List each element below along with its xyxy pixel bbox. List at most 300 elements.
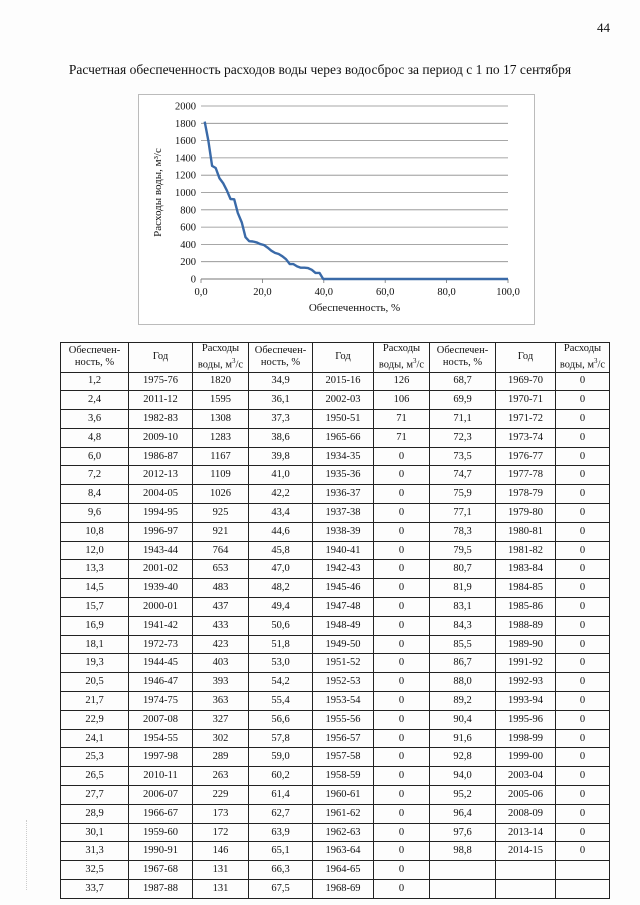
table-row [61, 560, 610, 579]
cell-year: 1995-96 [496, 710, 556, 729]
table-row [61, 485, 610, 504]
cell-year: 1973-74 [496, 428, 556, 447]
cell-discharge: 0 [374, 504, 430, 523]
cell-discharge: 302 [193, 729, 249, 748]
cell-year: 2009-10 [129, 428, 193, 447]
chart [138, 94, 535, 325]
cell-discharge: 0 [556, 598, 610, 617]
cell-probability: 95,2 [430, 786, 496, 805]
cell-discharge: 393 [193, 673, 249, 692]
table-row [61, 823, 610, 842]
cell-year: 1999-00 [496, 748, 556, 767]
cell-year: 1942-43 [313, 560, 374, 579]
cell-year: 1938-39 [313, 522, 374, 541]
cell-probability: 85,5 [430, 635, 496, 654]
margin-line [26, 820, 28, 890]
cell-discharge: 131 [193, 880, 249, 899]
cell-discharge: 0 [556, 372, 610, 391]
cell-year: 1975-76 [129, 372, 193, 391]
cell-year: 1969-70 [496, 372, 556, 391]
y-tick-label: 1600 [175, 136, 196, 148]
cell-probability: 21,7 [61, 692, 129, 711]
cell-probability: 10,8 [61, 522, 129, 541]
cell-year: 2000-01 [129, 598, 193, 617]
cell-probability: 80,7 [430, 560, 496, 579]
data-table [60, 342, 610, 899]
cell-year: 1979-80 [496, 504, 556, 523]
header-probability: Обеспечен-ность, % [61, 343, 129, 373]
table-row [61, 729, 610, 748]
cell-year: 1970-71 [496, 391, 556, 410]
cell-discharge: 1026 [193, 485, 249, 504]
cell-year: 2003-04 [496, 767, 556, 786]
cell-year: 1936-37 [313, 485, 374, 504]
cell-year: 2010-11 [129, 767, 193, 786]
table-row [61, 673, 610, 692]
cell-probability: 73,5 [430, 447, 496, 466]
header-year: Год [313, 343, 374, 373]
cell-discharge: 925 [193, 504, 249, 523]
cell-probability: 98,8 [430, 842, 496, 861]
table-row [61, 391, 610, 410]
cell-discharge: 0 [374, 880, 430, 899]
cell-year: 1953-54 [313, 692, 374, 711]
cell-discharge: 0 [556, 560, 610, 579]
cell-probability: 19,3 [61, 654, 129, 673]
cell-probability: 41,0 [249, 466, 313, 485]
cell-discharge: 0 [374, 804, 430, 823]
cell-probability: 88,0 [430, 673, 496, 692]
table-body [61, 372, 610, 898]
cell-year: 2007-08 [129, 710, 193, 729]
cell-year: 1989-90 [496, 635, 556, 654]
cell-discharge: 0 [374, 522, 430, 541]
table-row [61, 767, 610, 786]
cell-discharge: 131 [193, 861, 249, 880]
x-tick-label: 20,0 [253, 287, 272, 298]
cell-discharge: 764 [193, 541, 249, 560]
cell-discharge: 0 [556, 466, 610, 485]
x-tick-label: 60,0 [376, 287, 395, 298]
table-row [61, 616, 610, 635]
header-year: Год [496, 343, 556, 373]
cell-year: 1992-93 [496, 673, 556, 692]
cell-discharge: 653 [193, 560, 249, 579]
cell-probability: 2,4 [61, 391, 129, 410]
cell-year: 1956-57 [313, 729, 374, 748]
cell-discharge: 263 [193, 767, 249, 786]
cell-probability: 68,7 [430, 372, 496, 391]
cell-year: 1983-84 [496, 560, 556, 579]
header-discharge-superscript: 3 [594, 357, 598, 365]
cell-probability [430, 880, 496, 899]
table-row [61, 861, 610, 880]
cell-discharge: 0 [374, 485, 430, 504]
table-row [61, 880, 610, 899]
y-tick-label: 200 [180, 257, 196, 269]
cell-probability: 6,0 [61, 447, 129, 466]
cell-year: 1966-67 [129, 804, 193, 823]
cell-probability: 57,8 [249, 729, 313, 748]
cell-probability: 39,8 [249, 447, 313, 466]
y-tick-label: 400 [180, 239, 196, 251]
cell-probability: 61,4 [249, 786, 313, 805]
cell-discharge: 0 [556, 485, 610, 504]
cell-discharge: 0 [374, 786, 430, 805]
cell-probability: 83,1 [430, 598, 496, 617]
cell-discharge: 0 [374, 466, 430, 485]
cell-discharge: 0 [374, 767, 430, 786]
cell-discharge: 1308 [193, 410, 249, 429]
cell-year: 1959-60 [129, 823, 193, 842]
cell-probability: 7,2 [61, 466, 129, 485]
cell-year: 1952-53 [313, 673, 374, 692]
cell-probability: 79,5 [430, 541, 496, 560]
cell-probability: 71,1 [430, 410, 496, 429]
cell-probability: 78,3 [430, 522, 496, 541]
cell-discharge: 0 [556, 579, 610, 598]
cell-probability: 55,4 [249, 692, 313, 711]
cell-probability: 91,6 [430, 729, 496, 748]
cell-probability: 3,6 [61, 410, 129, 429]
cell-year: 2008-09 [496, 804, 556, 823]
cell-discharge: 1109 [193, 466, 249, 485]
y-tick-label: 800 [180, 205, 196, 217]
table-row [61, 410, 610, 429]
cell-discharge: 0 [556, 842, 610, 861]
cell-probability: 1,2 [61, 372, 129, 391]
cell-discharge: 1595 [193, 391, 249, 410]
cell-discharge: 0 [556, 522, 610, 541]
cell-probability: 34,9 [249, 372, 313, 391]
cell-discharge: 0 [374, 598, 430, 617]
cell-year: 1941-42 [129, 616, 193, 635]
header-probability: Обеспечен-ность, % [249, 343, 313, 373]
cell-discharge: 0 [556, 447, 610, 466]
cell-probability: 28,9 [61, 804, 129, 823]
table-row [61, 428, 610, 447]
y-axis-label: Расходы воды, м³/с [152, 148, 164, 237]
cell-probability: 75,9 [430, 485, 496, 504]
cell-year: 1981-82 [496, 541, 556, 560]
chart-svg [139, 95, 534, 324]
header-discharge [374, 343, 430, 373]
cell-probability: 12,0 [61, 541, 129, 560]
cell-year: 2011-12 [129, 391, 193, 410]
cell-probability: 97,6 [430, 823, 496, 842]
series-line [205, 122, 508, 279]
cell-year: 2012-13 [129, 466, 193, 485]
cell-probability: 60,2 [249, 767, 313, 786]
cell-year: 1962-63 [313, 823, 374, 842]
cell-year: 1993-94 [496, 692, 556, 711]
cell-year: 1988-89 [496, 616, 556, 635]
cell-probability: 16,9 [61, 616, 129, 635]
cell-probability: 94,0 [430, 767, 496, 786]
cell-discharge: 0 [374, 560, 430, 579]
cell-year: 2014-15 [496, 842, 556, 861]
cell-year: 2013-14 [496, 823, 556, 842]
cell-probability: 15,7 [61, 598, 129, 617]
cell-discharge: 106 [374, 391, 430, 410]
cell-discharge: 229 [193, 786, 249, 805]
cell-probability: 38,6 [249, 428, 313, 447]
cell-probability: 37,3 [249, 410, 313, 429]
cell-year: 1967-68 [129, 861, 193, 880]
cell-year: 1951-52 [313, 654, 374, 673]
cell-year: 1957-58 [313, 748, 374, 767]
cell-discharge: 1283 [193, 428, 249, 447]
cell-probability: 26,5 [61, 767, 129, 786]
cell-probability: 14,5 [61, 579, 129, 598]
cell-probability: 32,5 [61, 861, 129, 880]
cell-discharge: 0 [374, 748, 430, 767]
header-year: Год [129, 343, 193, 373]
cell-year: 1980-81 [496, 522, 556, 541]
cell-probability: 43,4 [249, 504, 313, 523]
header-discharge-label: Расходы воды, м [559, 343, 602, 371]
cell-discharge: 0 [556, 786, 610, 805]
cell-discharge: 0 [374, 673, 430, 692]
cell-probability: 84,3 [430, 616, 496, 635]
cell-discharge: 0 [556, 635, 610, 654]
table-row [61, 598, 610, 617]
table-row [61, 692, 610, 711]
cell-discharge [556, 861, 610, 880]
page-title: Расчетная обеспеченность расходов воды через водосброс за период с 1 по 17 сентября [68, 62, 572, 77]
cell-year: 1987-88 [129, 880, 193, 899]
cell-probability: 86,7 [430, 654, 496, 673]
cell-year: 1982-83 [129, 410, 193, 429]
table-row [61, 372, 610, 391]
cell-year: 1939-40 [129, 579, 193, 598]
cell-probability: 96,4 [430, 804, 496, 823]
cell-discharge: 0 [374, 861, 430, 880]
y-tick-label: 1200 [175, 170, 196, 182]
table-row [61, 748, 610, 767]
table-row [61, 579, 610, 598]
cell-year: 1963-64 [313, 842, 374, 861]
cell-probability: 65,1 [249, 842, 313, 861]
cell-year: 1997-98 [129, 748, 193, 767]
cell-year: 1960-61 [313, 786, 374, 805]
cell-discharge [556, 880, 610, 899]
cell-probability: 48,2 [249, 579, 313, 598]
cell-year: 1994-95 [129, 504, 193, 523]
cell-probability: 42,2 [249, 485, 313, 504]
cell-discharge: 0 [556, 541, 610, 560]
cell-probability: 36,1 [249, 391, 313, 410]
table-row [61, 447, 610, 466]
cell-discharge: 0 [374, 823, 430, 842]
y-tick-label: 0 [190, 274, 196, 286]
header-discharge [193, 343, 249, 373]
header-discharge-unit: /с [416, 359, 425, 371]
cell-discharge: 0 [556, 410, 610, 429]
cell-probability: 4,8 [61, 428, 129, 447]
cell-year: 1946-47 [129, 673, 193, 692]
table-row [61, 635, 610, 654]
cell-probability: 92,8 [430, 748, 496, 767]
cell-discharge: 146 [193, 842, 249, 861]
cell-year: 1935-36 [313, 466, 374, 485]
cell-discharge: 327 [193, 710, 249, 729]
cell-year: 2001-02 [129, 560, 193, 579]
y-tick-label: 1800 [175, 118, 196, 130]
cell-discharge: 0 [556, 804, 610, 823]
cell-probability: 72,3 [430, 428, 496, 447]
cell-year: 1961-62 [313, 804, 374, 823]
cell-year: 1948-49 [313, 616, 374, 635]
cell-discharge: 1820 [193, 372, 249, 391]
cell-probability: 47,0 [249, 560, 313, 579]
cell-year: 1985-86 [496, 598, 556, 617]
cell-discharge: 0 [374, 729, 430, 748]
cell-discharge: 126 [374, 372, 430, 391]
cell-year: 1954-55 [129, 729, 193, 748]
cell-discharge: 0 [374, 541, 430, 560]
cell-discharge: 0 [556, 710, 610, 729]
cell-discharge: 483 [193, 579, 249, 598]
cell-probability: 50,6 [249, 616, 313, 635]
cell-discharge: 0 [556, 391, 610, 410]
cell-probability: 24,1 [61, 729, 129, 748]
cell-probability: 81,9 [430, 579, 496, 598]
cell-discharge: 0 [374, 447, 430, 466]
cell-discharge: 0 [556, 692, 610, 711]
cell-year: 1947-48 [313, 598, 374, 617]
cell-year: 1968-69 [313, 880, 374, 899]
cell-year: 1950-51 [313, 410, 374, 429]
cell-probability: 77,1 [430, 504, 496, 523]
table-row [61, 466, 610, 485]
cell-year: 1958-59 [313, 767, 374, 786]
cell-discharge: 173 [193, 804, 249, 823]
table-row [61, 710, 610, 729]
x-axis-label: Обеспеченность, % [308, 302, 401, 314]
page-number: 44 [597, 20, 610, 35]
cell-year: 1940-41 [313, 541, 374, 560]
cell-probability [430, 861, 496, 880]
cell-probability: 59,0 [249, 748, 313, 767]
cell-year [496, 861, 556, 880]
cell-discharge: 0 [556, 767, 610, 786]
x-tick-label: 80,0 [437, 287, 456, 298]
cell-year: 1972-73 [129, 635, 193, 654]
cell-discharge: 172 [193, 823, 249, 842]
cell-year: 1976-77 [496, 447, 556, 466]
header-discharge-unit: /с [235, 359, 244, 371]
cell-year: 2015-16 [313, 372, 374, 391]
cell-discharge: 1167 [193, 447, 249, 466]
cell-discharge: 0 [556, 673, 610, 692]
cell-discharge: 71 [374, 410, 430, 429]
cell-discharge: 289 [193, 748, 249, 767]
cell-probability: 63,9 [249, 823, 313, 842]
cell-probability: 33,7 [61, 880, 129, 899]
cell-discharge: 0 [556, 748, 610, 767]
cell-discharge: 437 [193, 598, 249, 617]
table-row [61, 522, 610, 541]
cell-probability: 22,9 [61, 710, 129, 729]
cell-year: 1934-35 [313, 447, 374, 466]
cell-year: 1944-45 [129, 654, 193, 673]
x-tick-label: 40,0 [314, 287, 333, 298]
cell-year: 1955-56 [313, 710, 374, 729]
cell-probability: 53,0 [249, 654, 313, 673]
cell-probability: 74,7 [430, 466, 496, 485]
cell-probability: 89,2 [430, 692, 496, 711]
cell-discharge: 921 [193, 522, 249, 541]
table-row [61, 842, 610, 861]
x-tick-label: 0,0 [194, 287, 208, 298]
cell-year: 1937-38 [313, 504, 374, 523]
cell-probability: 25,3 [61, 748, 129, 767]
cell-year: 1964-65 [313, 861, 374, 880]
cell-discharge: 0 [556, 654, 610, 673]
cell-discharge: 0 [556, 616, 610, 635]
cell-discharge: 403 [193, 654, 249, 673]
cell-year: 1986-87 [129, 447, 193, 466]
cell-year: 2005-06 [496, 786, 556, 805]
cell-discharge: 0 [374, 579, 430, 598]
table-row [61, 504, 610, 523]
cell-probability: 69,9 [430, 391, 496, 410]
cell-discharge: 0 [374, 654, 430, 673]
cell-discharge: 71 [374, 428, 430, 447]
cell-year: 1965-66 [313, 428, 374, 447]
y-tick-label: 2000 [175, 101, 196, 113]
cell-probability: 13,3 [61, 560, 129, 579]
y-tick-label: 600 [180, 222, 196, 234]
x-tick-label: 100,0 [496, 287, 520, 298]
cell-year: 1974-75 [129, 692, 193, 711]
y-tick-label: 1000 [175, 188, 196, 199]
cell-probability: 51,8 [249, 635, 313, 654]
cell-year: 2004-05 [129, 485, 193, 504]
table-row [61, 786, 610, 805]
cell-probability: 56,6 [249, 710, 313, 729]
cell-year: 1977-78 [496, 466, 556, 485]
table-row [61, 654, 610, 673]
cell-year: 1990-91 [129, 842, 193, 861]
cell-probability: 49,4 [249, 598, 313, 617]
cell-probability: 27,7 [61, 786, 129, 805]
cell-discharge: 0 [556, 823, 610, 842]
cell-discharge: 0 [374, 842, 430, 861]
cell-probability: 30,1 [61, 823, 129, 842]
cell-probability: 45,8 [249, 541, 313, 560]
table-row [61, 804, 610, 823]
cell-year: 2002-03 [313, 391, 374, 410]
header-discharge-superscript: 3 [232, 357, 236, 365]
header-probability: Обеспечен-ность, % [430, 343, 496, 373]
table-header-row [61, 343, 610, 373]
cell-year: 1971-72 [496, 410, 556, 429]
y-tick-label: 1400 [175, 153, 196, 165]
cell-year: 1984-85 [496, 579, 556, 598]
cell-probability: 67,5 [249, 880, 313, 899]
cell-year: 1945-46 [313, 579, 374, 598]
cell-probability: 18,1 [61, 635, 129, 654]
header-discharge-superscript: 3 [413, 357, 417, 365]
cell-discharge: 0 [374, 635, 430, 654]
cell-year: 1949-50 [313, 635, 374, 654]
cell-probability: 90,4 [430, 710, 496, 729]
table-row [61, 541, 610, 560]
cell-year: 2006-07 [129, 786, 193, 805]
cell-discharge: 0 [556, 729, 610, 748]
